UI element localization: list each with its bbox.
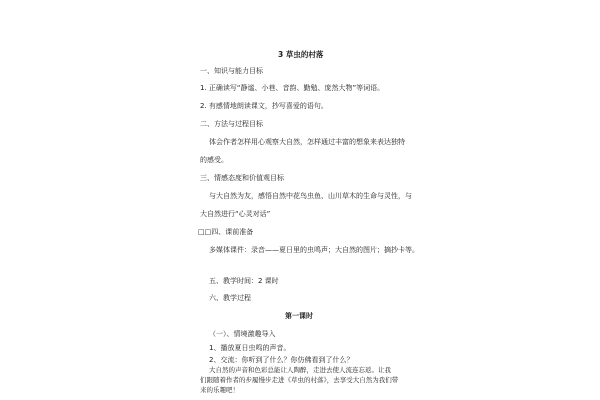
lesson-step1: （一）、情境激趣导入 [209,330,276,338]
document-title: 3 草虫的村落 [278,50,324,59]
section3-para-line2: 大自然进行“心灵对话” [200,210,271,218]
section3-para-line1: 与大自然为友，感悟自然中花鸟虫鱼、山川草木的生命与灵性，与 [209,192,412,200]
lesson-para-line3: 来的乐趣吧！ [200,386,239,394]
lesson-step1-2: 2、交流：你听到了什么？你仿佛看到了什么？ [209,356,354,364]
section4-heading: □□四、课前准备 [198,228,254,236]
lesson-step1-1: 1、播放夏日虫鸣的声音。 [209,344,291,352]
lesson-para-line1: 大自然的声音和色彩总能让人陶醉，走进去使人流连忘返。让我 [209,366,391,374]
section1-heading: 一、知识与能力目标 [200,67,263,75]
section4-para: 多媒体课件：录音——夏日里的虫鸣声；大自然的图片；摘抄卡等。 [209,246,419,254]
section2-para-line2: 的感受。 [200,156,228,164]
section1-item2: 2. 有感情地朗读课文，抄写喜爱的语句。 [200,102,328,110]
section5-heading: 五、教学时间：2 课时 [209,277,279,285]
section6-heading: 六、教学过程 [209,294,251,302]
section3-heading: 三、情感态度和价值观目标 [200,174,284,182]
section2-para-line1: 体会作者怎样用心观察大自然，怎样通过丰富的想象来表达独特 [209,138,405,146]
lesson-title: 第一课时 [285,312,313,320]
lesson-para-line2: 们跟随着作者的步履慢步走进《草虫的村落》，去享受大自然为我们带 [200,376,399,384]
section1-item1: 1. 正确读写“静谧、小巷、音韵、勤勉、庞然大物”等词语。 [200,84,385,92]
section2-heading: 二、方法与过程目标 [200,120,263,128]
